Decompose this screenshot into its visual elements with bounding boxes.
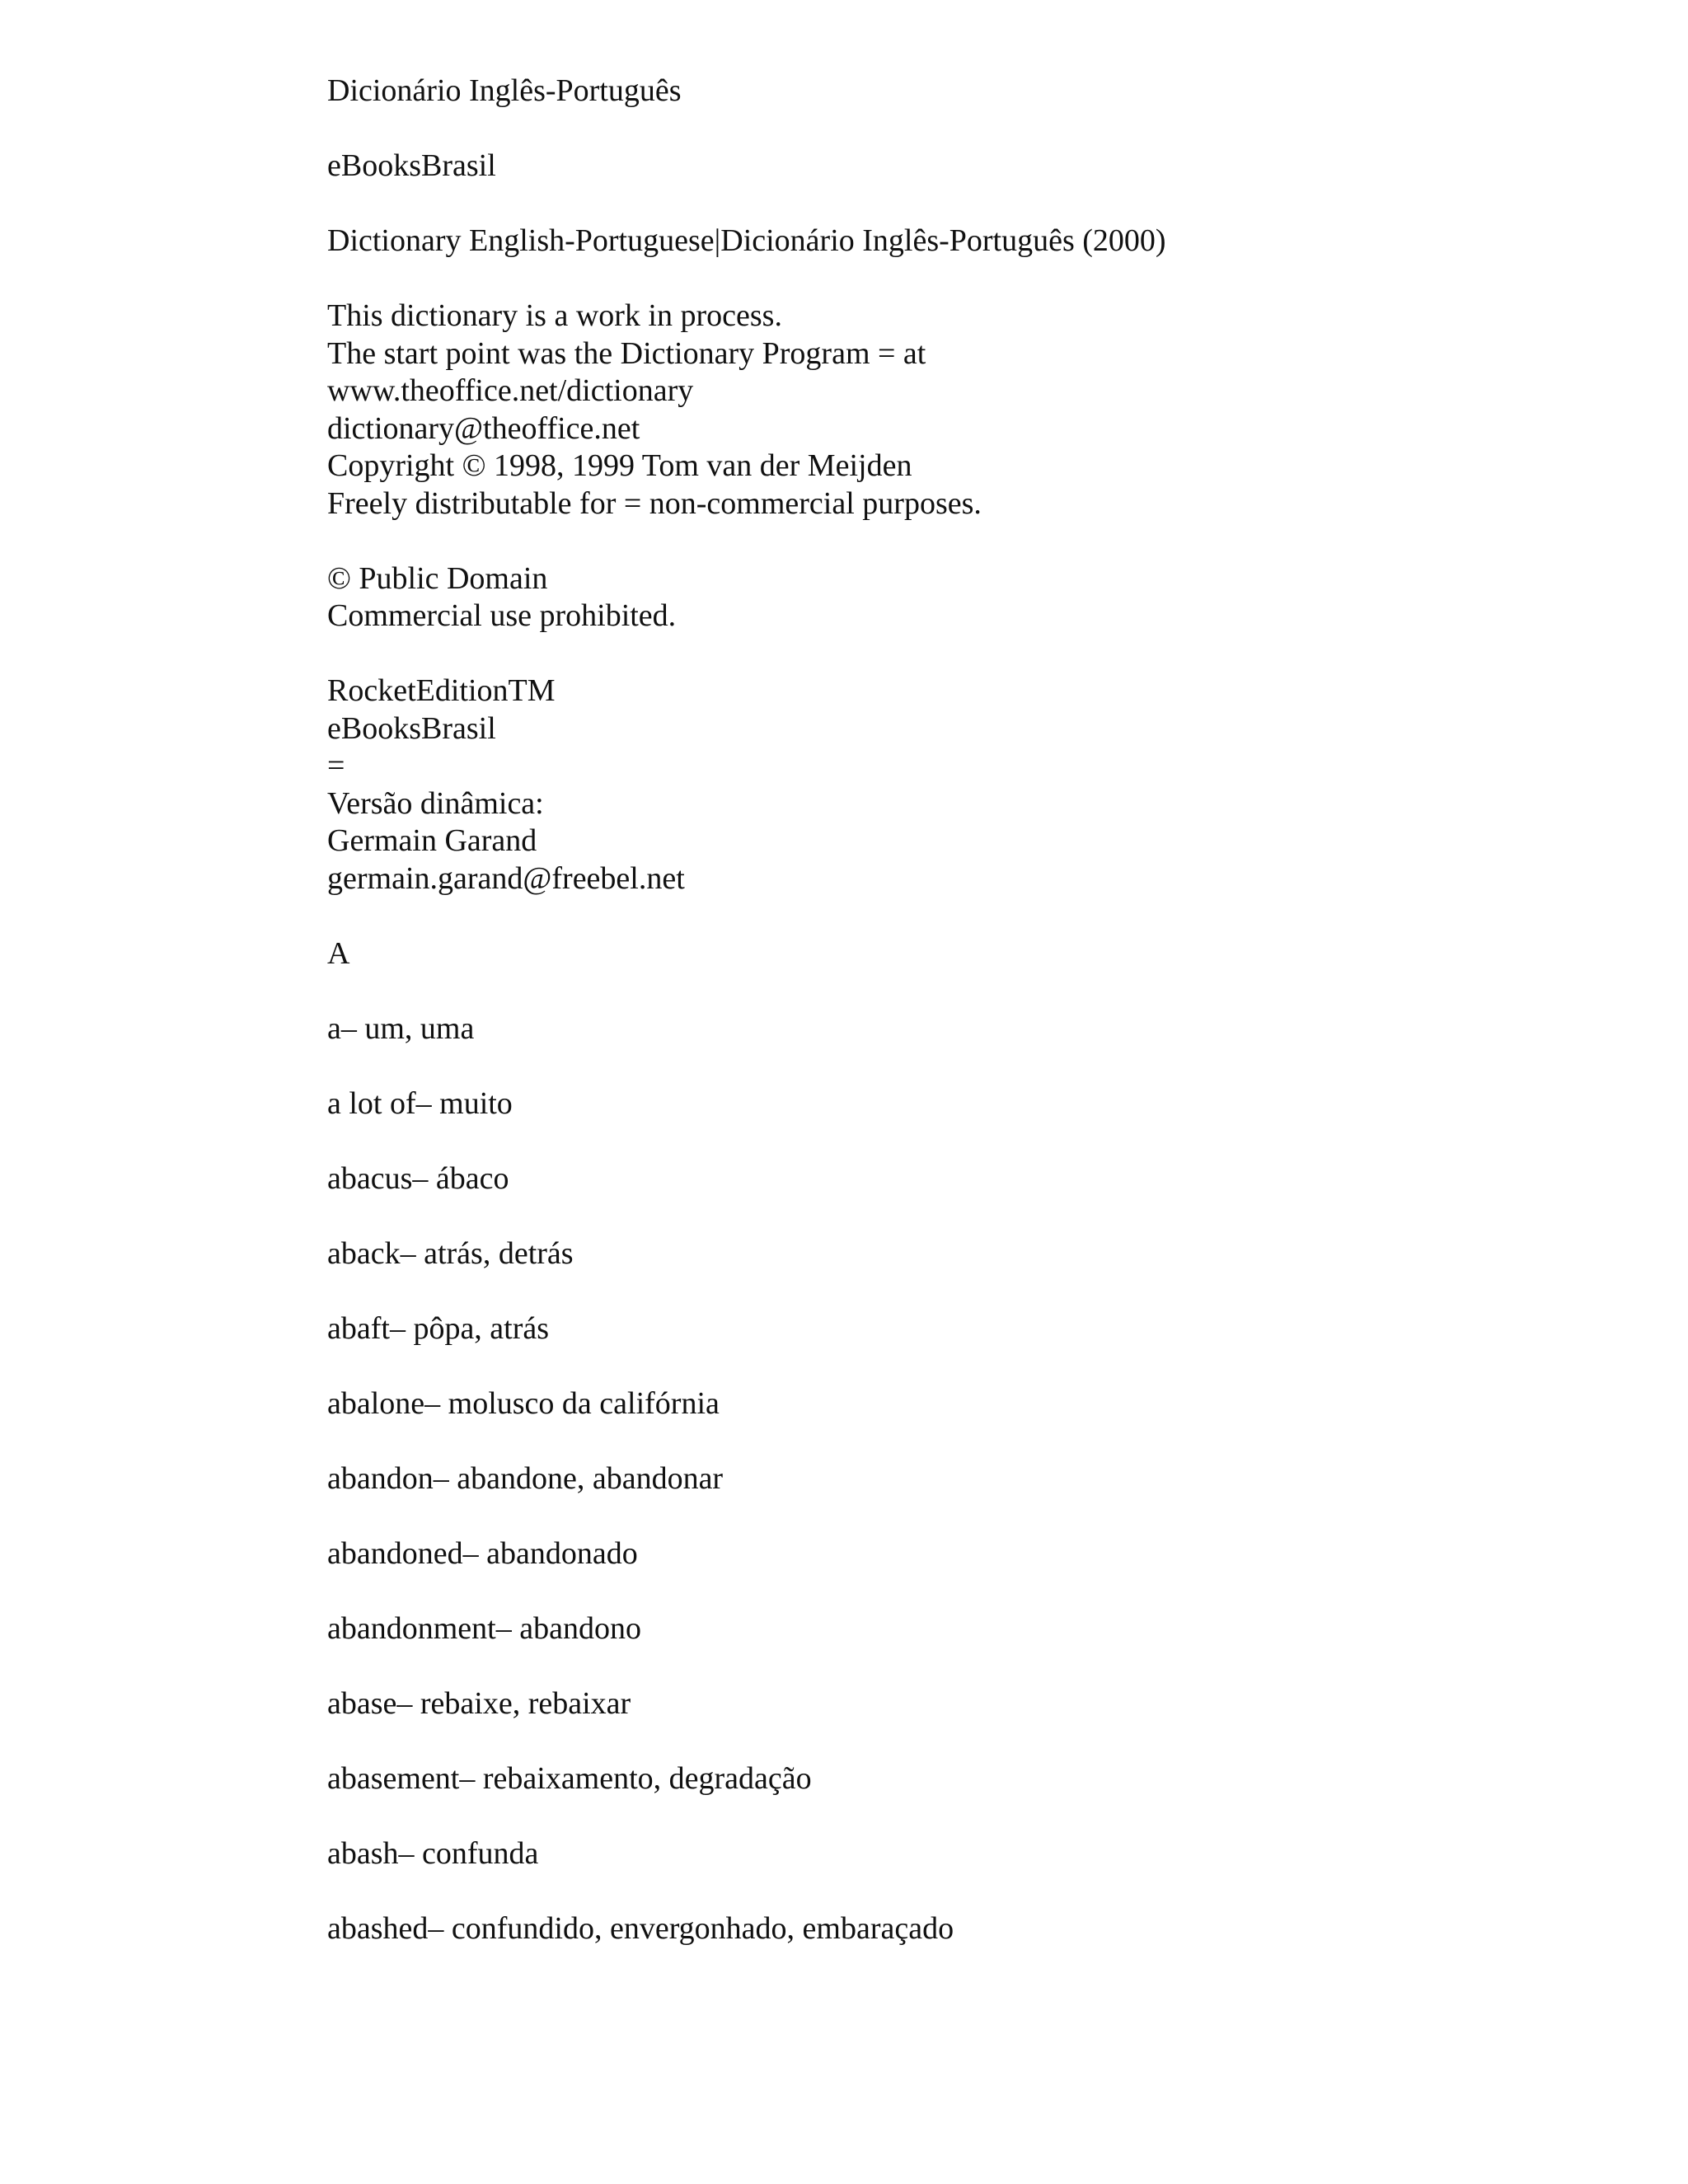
publisher-name: eBooksBrasil — [327, 148, 496, 183]
document-page — [327, 73, 1564, 1985]
dictionary-entry: abash– confunda — [327, 1835, 539, 1871]
edition-block — [327, 673, 1564, 898]
dictionary-entry: abashed– confundido, envergonhado, embaraçado — [327, 1910, 954, 1946]
license-block — [327, 560, 1564, 635]
edition-line: eBooksBrasil — [327, 710, 496, 746]
dictionary-entry: abandon– abandone, abandonar — [327, 1460, 724, 1496]
edition-line: Germain Garand — [327, 823, 537, 858]
dictionary-entry: abase– rebaixe, rebaixar — [327, 1685, 631, 1721]
edition-line-email: germain.garand@freebel.net — [327, 860, 685, 896]
dictionary-entry: a lot of– muito — [327, 1085, 513, 1121]
edition-line: Versão dinâmica: — [327, 785, 544, 821]
full-title: Dictionary English-Portuguese|Dicionário Inglês-Português (2000) — [327, 223, 1166, 258]
dictionary-entry: abandonment– abandono — [327, 1610, 641, 1646]
license-line: Commercial use prohibited. — [327, 598, 677, 633]
notice-line: Freely distributable for = non-commercial purposes. — [327, 485, 982, 521]
license-line: © Public Domain — [327, 560, 548, 596]
dictionary-entry: abalone– molusco da califórnia — [327, 1385, 720, 1421]
dictionary-entry: abacus– ábaco — [327, 1160, 509, 1196]
dictionary-entry: abasement– rebaixamento, degradação — [327, 1760, 812, 1796]
notice-line: This dictionary is a work in process. — [327, 298, 782, 333]
dictionary-entry: abaft– pôpa, atrás — [327, 1310, 550, 1346]
notice-line-url: www.theoffice.net/dictionary — [327, 373, 694, 408]
document-title: Dicionário Inglês-Português — [327, 73, 682, 108]
notice-line-email: dictionary@theoffice.net — [327, 410, 640, 446]
notice-line: The start point was the Dictionary Program = at — [327, 335, 926, 371]
notice-block — [327, 298, 1564, 523]
dictionary-entries — [327, 1010, 1564, 1948]
section-letter-heading: A — [327, 935, 350, 971]
dictionary-entry: a– um, uma — [327, 1010, 475, 1046]
dictionary-entry: aback– atrás, detrás — [327, 1235, 574, 1271]
notice-line-copyright: Copyright © 1998, 1999 Tom van der Meijden — [327, 448, 912, 483]
dictionary-entry: abandoned– abandonado — [327, 1535, 638, 1571]
edition-line: RocketEditionTM — [327, 673, 556, 708]
edition-line: = — [327, 748, 345, 783]
